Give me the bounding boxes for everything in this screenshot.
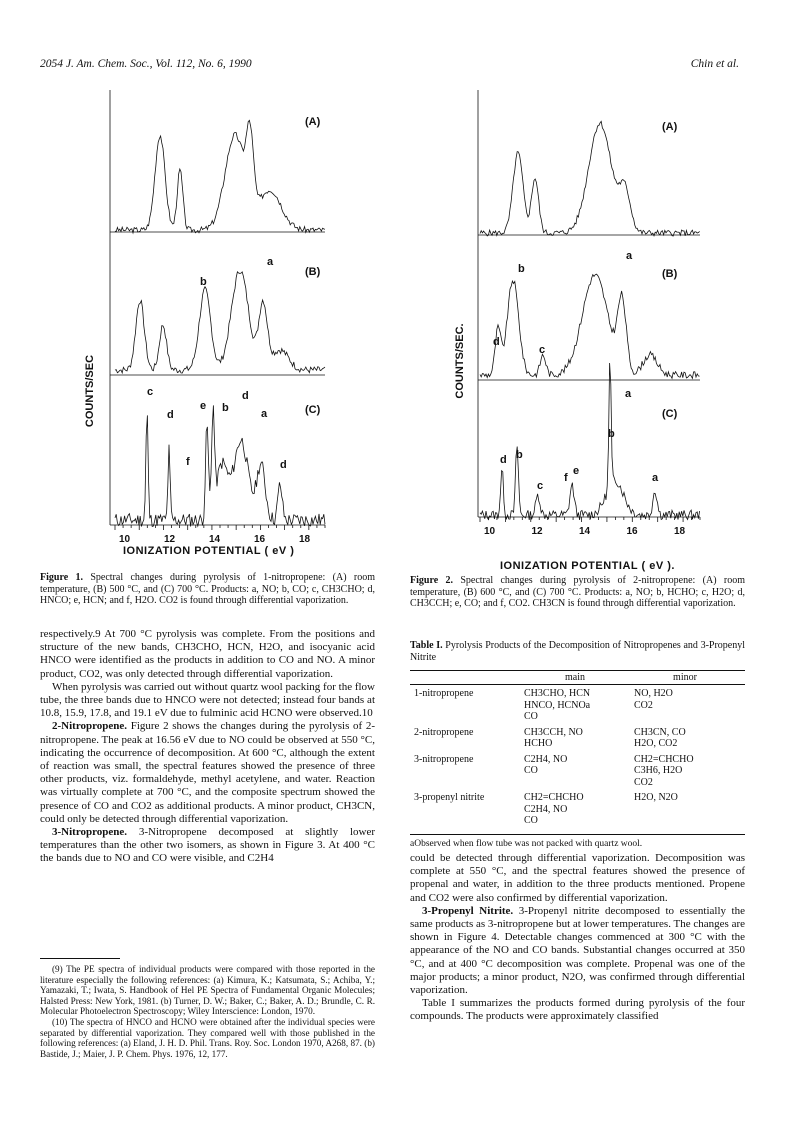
figure-1-spectra [85,85,365,555]
fig2-spectrum-b [480,274,700,378]
section-head: 2-Nitropropene. [52,720,128,733]
tick-label: 16 [254,534,266,545]
fig1-spectrum-c [115,405,325,526]
table-cell-main: CH2=CHCHO C2H4, NO CO [524,792,584,826]
paragraph: When pyrolysis was carried out without quartz wool packing for the flow tube, the three bands due to HNCO were not detected; instead four bands at 10.8, 15.9, 17.8, and 19.1 eV due to fulminic acid HCNO were observed.10 [40,680,375,720]
fig2-peak-c-f: f [564,472,568,484]
fig2-caption-text: Spectral changes during pyrolysis of 2-nitropropene: (A) room temperature, (B) 600 °C, and (C) 700 °C. Products: a, NO; b, HCHO; c, H2O; d, CH3CCH; e, CO; and f, CO2. CH3CN is found through differential vaporization. [410,575,745,609]
fig2-peak-b-a: a [626,250,633,262]
fig2-peak-c-a2: a [652,472,659,484]
fig2-peak-b-c: c [539,344,546,356]
paragraph: could be detected through differential vaporization. Decomposition was complete at 550 °C, and the spectral features showed the presence of propenal and water, in addition to the three products mentioned. Propene and CO2 were also confirmed by differential vaporization. [410,852,745,904]
figure-1-caption [40,572,375,607]
section-head: 3-Propenyl Nitrite. [422,904,514,917]
table-1-label: Table I. [410,640,443,651]
table-cell-minor: NO, H2O CO2 [634,688,673,711]
paragraph: 2-Nitropropene. Figure 2 shows the changes during the pyrolysis of 2-nitropropene. The peak at 16.56 eV due to NO could be observed at 550 °C, indicating the occurrence of decomposition. At 600 °C, although the extent of reaction was small, the spectral features showed the presence of three other products, viz. formaldehyde, methyl acetylene, and water. Reaction was virtually complete at 700 °C, and the composite spectrum showed the presence of CO and CO2 as additional products. A minor product, CH3CN, could only be detected through differential vaporization. [40,720,375,825]
paragraph: 3-Nitropropene. 3-Nitropropene decomposed at slightly lower temperatures than the other two isomers, as shown in Figure 3. At 400 °C the bands due to NO and CO were visible, and C2H4 [40,826,375,865]
fig2-peak-b-b: b [518,263,525,275]
tick-label: 14 [579,526,591,537]
fig2-x-label: IONIZATION POTENTIAL ( eV ). [500,560,675,572]
fig1-label-b: (B) [305,266,321,278]
table-1-footnote: aObserved when flow tube was not packed with quartz wool. [410,838,643,849]
table-row [410,754,740,789]
figure-2-spectra [450,85,730,555]
fig1-label-a: (A) [305,116,321,128]
fig2-spectrum-a [480,121,700,236]
fig2-peak-c-b: b [608,428,615,440]
fig2-caption-label: Figure 2. [410,575,453,586]
fig1-caption-label: Figure 1. [40,572,83,583]
table-1-title [410,640,745,663]
fig1-spectrum-b [115,272,325,373]
tick-label: 18 [674,526,686,537]
fig2-peak-c-d: d [500,454,507,466]
table-row [410,792,740,827]
footnote-10: (10) The spectra of HNCO and HCNO were obtained after the individual species were separated by differential vaporization. They compared well with those published in the following references: (a) Eland, J. H. D. Phil. Trans. Roy. Soc. London 1970, A268, 87. (b) Bastide, J.; Maier, J. P. Chem. Phys. 1976, 12, 177. [40,1016,375,1059]
fig1-peak-b-a: a [267,256,274,268]
right-column-text [410,852,745,1024]
tick-label: 16 [626,526,638,537]
fig2-peak-b-d: d [493,336,500,348]
table-cell-minor: CH3CN, CO H2O, CO2 [634,726,686,749]
tick-label: 12 [164,534,176,545]
fig1-label-c: (C) [305,404,321,416]
footnotes [40,964,375,1059]
tick-label: 10 [119,534,131,545]
fig2-peak-c-b2: b [516,449,523,461]
table-col-minor: minor [673,672,697,683]
table-row [410,688,740,723]
fig1-peak-c-b: b [222,402,229,414]
fig2-y-label: COUNTS/SEC. [454,323,466,399]
table-cell-compound: 3-propenyl nitrite [414,792,485,803]
fig1-x-label: IONIZATION POTENTIAL ( eV ) [123,545,295,557]
table-1-title-text: Pyrolysis Products of the Decomposition of Nitropropenes and 3-Propenyl Nitrite [410,640,746,663]
table-col-main: main [565,672,585,683]
running-header-right: Chin et al. [690,58,739,70]
fig1-peak-c-d2: d [242,390,249,402]
figure-1 [85,85,365,555]
table-cell-compound: 2-nitropropene [414,726,474,738]
table-1-body [410,688,740,831]
footnote-9: (9) The PE spectra of individual products were compared with those reported in the literature especially the following references: (a) Kimura, K.; Katsumata, S.; Achiba, Y.; Yamazaki, T.; Iwata, S. Handbook of Hel PE Spectra of Fundamental Organic Molecules; Halsted Press: New York, 1981. (b) Turner, D. W.; Baker, C.; Baker, A. D.; Brundle, C. R. Molecular Photoelectron Spectroscopy; Wiley Interscience: London, 1970. [40,964,375,1017]
left-column-text [40,628,375,866]
fig2-peak-c-e: e [573,465,580,477]
fig1-peak-c-c: c [147,386,154,398]
table-cell-main: CH3CHO, HCN HNCO, HCNOa CO [524,688,591,722]
fig2-label-c: (C) [662,408,678,420]
fig1-peak-c-d1: d [167,409,174,421]
tick-label: 12 [531,526,543,537]
fig2-label-a: (A) [662,121,678,133]
fig1-peak-b-b: b [200,276,207,288]
footnote-rule [40,958,120,959]
tick-label: 14 [209,534,221,545]
paragraph: 3-Propenyl Nitrite. 3-Propenyl nitrite decomposed to essentially the same products as 3-nitropropene but at lower temperatures. The changes are shown in Figure 4. Detectable changes commenced at 300 °C with the appearance of the NO and CO bands. Substantial changes occurred at 350 °C, and at 400 °C decomposition was complete. Propenal was one of the major products; a minor product, N2O, was confirmed through differential vaporization. [410,904,745,997]
fig1-spectrum-a [115,120,325,232]
tick-label: 10 [484,526,496,537]
fig1-y-label: COUNTS/SEC [84,354,96,428]
table-cell-main: C2H4, NO CO [524,753,568,776]
figure-2-caption [410,575,745,610]
tick-label: 18 [299,534,311,545]
table-cell-minor: H2O, N2O [634,792,678,803]
table-row [410,727,740,750]
running-header-left: 2054 J. Am. Chem. Soc., Vol. 112, No. 6, 1990 [40,58,252,70]
section-head: 3-Nitropropene. [52,826,128,839]
paragraph: respectively.9 At 700 °C pyrolysis was complete. From the positions and structure of the new bands, CH3CHO, HCN, H2O, and isocyanic acid HNCO were identified as the products in addition to CO and NO. A minor product, CO2, was only detected through differential vaporization. [40,628,375,680]
table-1 [410,670,745,850]
fig1-peak-c-d3: d [280,459,287,471]
fig1-caption-text: Spectral changes during pyrolysis of 1-nitropropene: (A) room temperature, (B) 500 °C, and (C) 700 °C. Products: a, NO; b, CO; c, CH3CHO; d, HNCO; e, HCN; and f, H2O. CO2 is found through differential vaporization. [40,572,375,606]
paragraph: Table I summarizes the products formed during pyrolysis of the four compounds. The products were approximately classified [410,997,745,1023]
fig1-peak-c-e: e [200,400,207,412]
fig2-peak-c-a: a [625,388,632,400]
fig1-peak-c-f: f [186,456,190,468]
table-cell-main: CH3CCH, NO HCHO [524,726,583,749]
table-cell-minor: CH2=CHCHO C3H6, H2O CO2 [634,753,694,788]
fig2-label-b: (B) [662,268,678,280]
fig1-peak-c-a: a [261,408,268,420]
fig2-peak-c-c: c [537,480,544,492]
fig2-spectrum-c [480,363,700,520]
table-cell-compound: 1-nitropropene [414,688,474,699]
figure-2 [450,85,730,575]
table-cell-compound: 3-nitropropene [414,753,474,765]
